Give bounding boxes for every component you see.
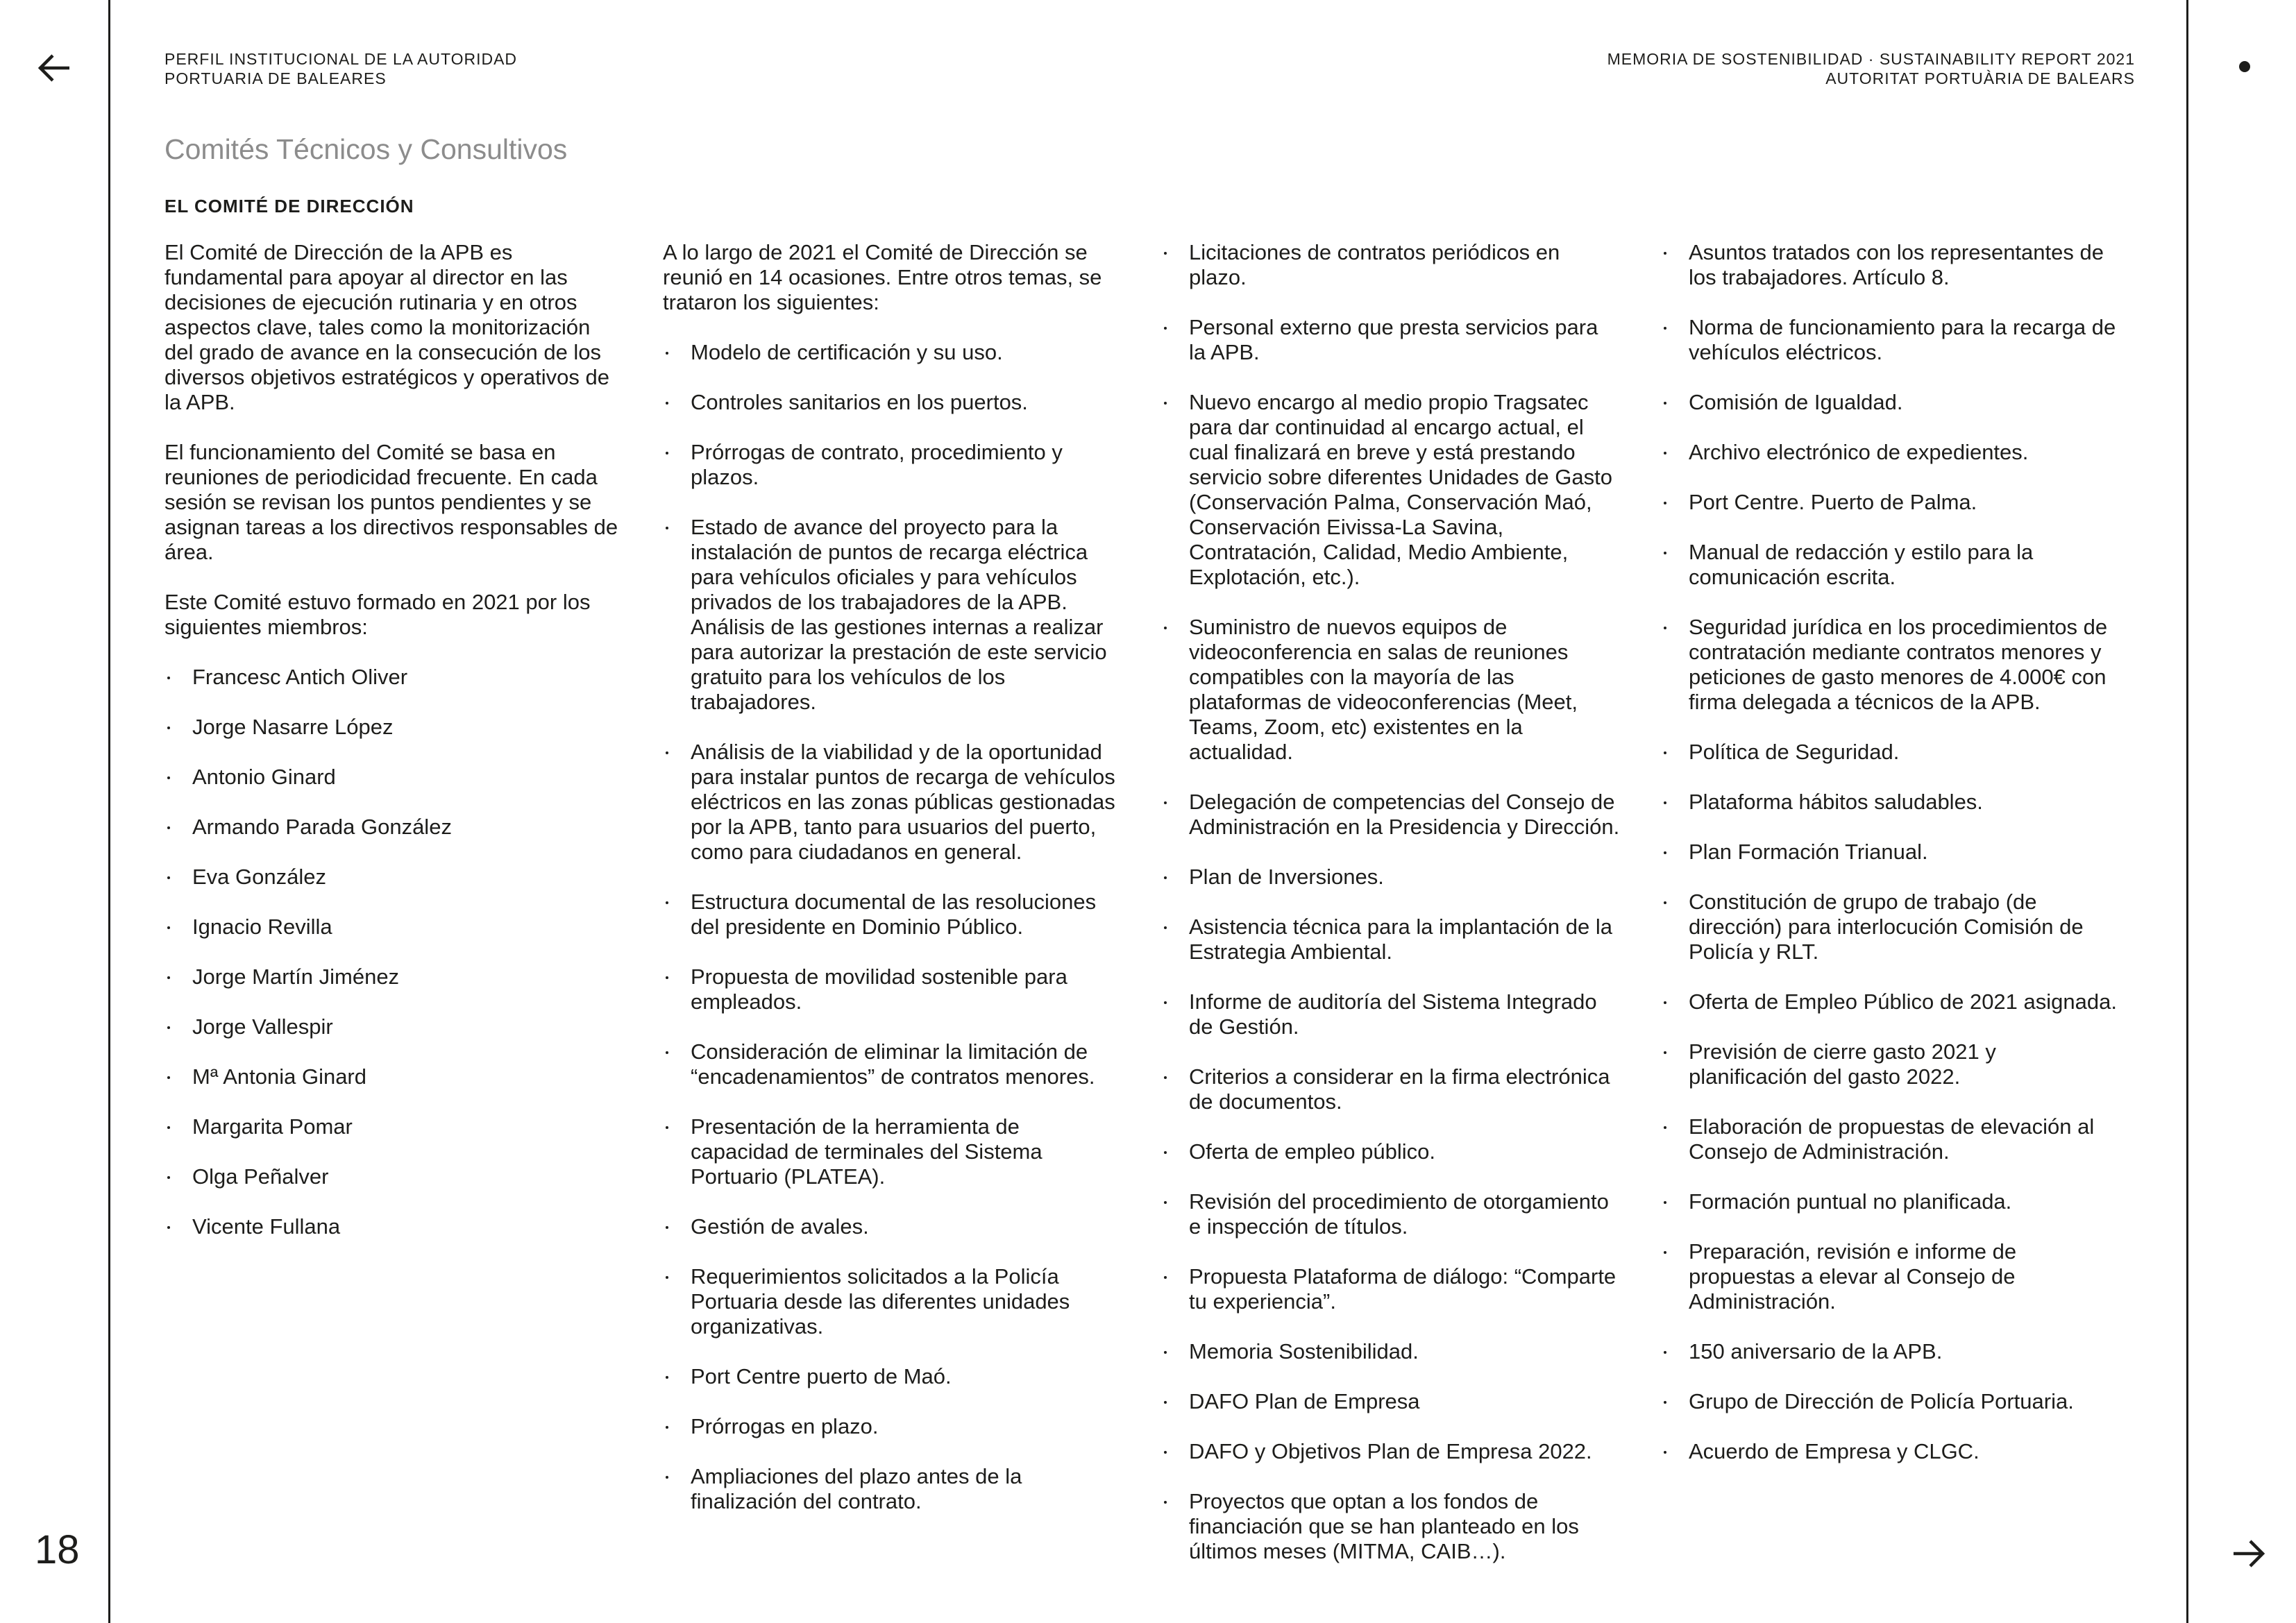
list-item: Proyectos que optan a los fondos de financiación que se han planteado en los últimos meses (MITMA, CAIB…). [1161, 1489, 1621, 1564]
list-item: Criterios a considerar en la firma electrónica de documentos. [1161, 1064, 1621, 1114]
list-item: Formación puntual no planificada. [1661, 1189, 2120, 1214]
report-header-line-1: MEMORIA DE SOSTENIBILIDAD · SUSTAINABILITY REPORT 2021 [1607, 50, 2135, 68]
members-list [164, 665, 624, 1239]
list-item: Análisis de la viabilidad y de la oportunidad para instalar puntos de recarga de vehículos eléctricos en las zonas públicas gestionadas por la APB, tanto para usuarios del puerto, como para ciudadanos en general. [663, 740, 1122, 865]
topics-list [1661, 240, 2120, 1464]
list-item: Prórrogas en plazo. [663, 1414, 1122, 1439]
paragraph: Este Comité estuvo formado en 2021 por los siguientes miembros: [164, 590, 591, 639]
column-1 [164, 240, 624, 1264]
list-item: Ignacio Revilla [164, 915, 624, 940]
list-item: Port Centre puerto de Maó. [663, 1364, 1122, 1389]
list-item: Estado de avance del proyecto para la instalación de puntos de recarga eléctrica para vehículos oficiales y para vehículos privados de los trabajadores de la APB. Análisis de las gestiones internas a realizar para autorizar la prestación de este servicio gratuito para los vehículos de los trabajadores. [663, 515, 1122, 715]
list-item: Plataforma hábitos saludables. [1661, 790, 2120, 815]
list-item: Elaboración de propuestas de elevación al Consejo de Administración. [1661, 1114, 2120, 1164]
list-item: Personal externo que presta servicios para la APB. [1161, 315, 1621, 365]
list-item: Ampliaciones del plazo antes de la finalización del contrato. [663, 1464, 1122, 1514]
column-2 [663, 240, 1122, 1539]
list-item: 150 aniversario de la APB. [1661, 1339, 2120, 1364]
paragraph: El Comité de Dirección de la APB es fundamental para apoyar al director en las decisiones de ejecución rutinaria y en otros aspectos clave, tales como la monitorización del grado de avance en la consecución de los diversos objetivos estratégicos y operativos de la APB. [164, 240, 609, 414]
list-item: Grupo de Dirección de Policía Portuaria. [1661, 1389, 2120, 1414]
list-item: Eva González [164, 865, 624, 890]
list-item: Archivo electrónico de expedientes. [1661, 440, 2120, 465]
list-item: Acuerdo de Empresa y CLGC. [1661, 1439, 2120, 1464]
paragraph: El funcionamiento del Comité se basa en reuniones de periodicidad frecuente. En cada sesión se revisan los puntos pendientes y se asignan tareas a los directivos responsables de área. [164, 440, 618, 564]
list-item: Plan Formación Trianual. [1661, 840, 2120, 865]
column-3 [1161, 240, 1621, 1589]
list-item: Requerimientos solicitados a la Policía Portuaria desde las diferentes unidades organizativas. [663, 1264, 1122, 1339]
list-item: Plan de Inversiones. [1161, 865, 1621, 890]
list-item: Port Centre. Puerto de Palma. [1661, 490, 2120, 515]
list-item: Revisión del procedimiento de otorgamiento e inspección de títulos. [1161, 1189, 1621, 1239]
list-item: Olga Peñalver [164, 1164, 624, 1189]
list-item: Consideración de eliminar la limitación de “encadenamientos” de contratos menores. [663, 1039, 1122, 1089]
list-item: DAFO Plan de Empresa [1161, 1389, 1621, 1414]
chapter-header [164, 49, 517, 88]
list-item: Jorge Nasarre López [164, 715, 624, 740]
list-item: Política de Seguridad. [1661, 740, 2120, 765]
list-item: Memoria Sostenibilidad. [1161, 1339, 1621, 1364]
list-item: Suministro de nuevos equipos de videoconferencia en salas de reuniones compatibles con la mayoría de las plataformas de videoconferencias (Meet, Teams, Zoom, etc) existentes en la actualidad. [1161, 615, 1621, 765]
list-item: Jorge Martín Jiménez [164, 965, 624, 989]
list-item: Previsión de cierre gasto 2021 y planificación del gasto 2022. [1661, 1039, 2120, 1089]
list-item: Mª Antonia Ginard [164, 1064, 624, 1089]
list-item: Seguridad jurídica en los procedimientos de contratación mediante contratos menores y peticiones de gasto menores de 4.000€ con firma delegada a técnicos de la APB. [1661, 615, 2120, 715]
list-item: Manual de redacción y estilo para la comunicación escrita. [1661, 540, 2120, 590]
next-page-button[interactable] [2228, 1533, 2270, 1574]
list-item: Jorge Vallespir [164, 1014, 624, 1039]
column-4 [1661, 240, 2120, 1489]
list-item: Propuesta de movilidad sostenible para empleados. [663, 965, 1122, 1014]
arrow-right-icon [2228, 1533, 2270, 1574]
list-item: Prórrogas de contrato, procedimiento y plazos. [663, 440, 1122, 490]
section-title: Comités Técnicos y Consultivos [164, 133, 568, 165]
list-item: Licitaciones de contratos periódicos en plazo. [1161, 240, 1621, 290]
list-item: Informe de auditoría del Sistema Integrado de Gestión. [1161, 989, 1621, 1039]
chapter-header-line-1: PERFIL INSTITUCIONAL DE LA AUTORIDAD [164, 50, 518, 68]
right-margin-line [2186, 0, 2188, 1623]
list-item: Armando Parada González [164, 815, 624, 840]
list-item: Delegación de competencias del Consejo de Administración en la Presidencia y Dirección. [1161, 790, 1621, 840]
list-item: Comisión de Igualdad. [1661, 390, 2120, 415]
list-item: Francesc Antich Oliver [164, 665, 624, 690]
list-item: Gestión de avales. [663, 1214, 1122, 1239]
list-item: Asistencia técnica para la implantación de la Estrategia Ambiental. [1161, 915, 1621, 965]
page-number: 18 [35, 1527, 80, 1572]
list-item: Presentación de la herramienta de capacidad de terminales del Sistema Portuario (PLATEA). [663, 1114, 1122, 1189]
list-item: Vicente Fullana [164, 1214, 624, 1239]
list-item: Nuevo encargo al medio propio Tragsatec para dar continuidad al encargo actual, el cual finalizará en breve y está prestando servicio sobre diferentes Unidades de Gasto (Conservación Palma, Conservación Maó, Conservación Eivissa-La Savina, Contratación, Calidad, Medio Ambiente, Explotación, etc.). [1161, 390, 1621, 590]
list-item: Controles sanitarios en los puertos. [663, 390, 1122, 415]
topics-list [663, 340, 1122, 1514]
chapter-header-line-2: PORTUARIA DE BALEARES [164, 69, 387, 87]
list-item: Modelo de certificación y su uso. [663, 340, 1122, 365]
list-item: DAFO y Objetivos Plan de Empresa 2022. [1161, 1439, 1621, 1464]
list-item: Antonio Ginard [164, 765, 624, 790]
list-item: Margarita Pomar [164, 1114, 624, 1139]
list-item: Norma de funcionamiento para la recarga de vehículos eléctricos. [1661, 315, 2120, 365]
arrow-left-icon [33, 47, 75, 89]
list-item: Oferta de Empleo Público de 2021 asignada. [1661, 989, 2120, 1014]
list-item: Estructura documental de las resoluciones del presidente en Dominio Público. [663, 890, 1122, 940]
list-item: Preparación, revisión e informe de propuestas a elevar al Consejo de Administración. [1661, 1239, 2120, 1314]
subheading: EL COMITÉ DE DIRECCIÓN [164, 196, 414, 216]
topics-list [1161, 240, 1621, 1564]
report-header-line-2: AUTORITAT PORTUÀRIA DE BALEARS [1825, 69, 2135, 87]
prev-page-button[interactable] [33, 47, 75, 89]
paragraph: A lo largo de 2021 el Comité de Dirección se reunió en 14 ocasiones. Entre otros temas, se trataron los siguientes: [663, 240, 1102, 314]
list-item: Constitución de grupo de trabajo (de dirección) para interlocución Comisión de Policía y RLT. [1661, 890, 2120, 965]
menu-dot-icon[interactable] [2239, 61, 2250, 72]
report-header [1607, 49, 2135, 88]
left-margin-line [108, 0, 110, 1623]
list-item: Oferta de empleo público. [1161, 1139, 1621, 1164]
list-item: Propuesta Plataforma de diálogo: “Comparte tu experiencia”. [1161, 1264, 1621, 1314]
list-item: Asuntos tratados con los representantes de los trabajadores. Artículo 8. [1661, 240, 2120, 290]
